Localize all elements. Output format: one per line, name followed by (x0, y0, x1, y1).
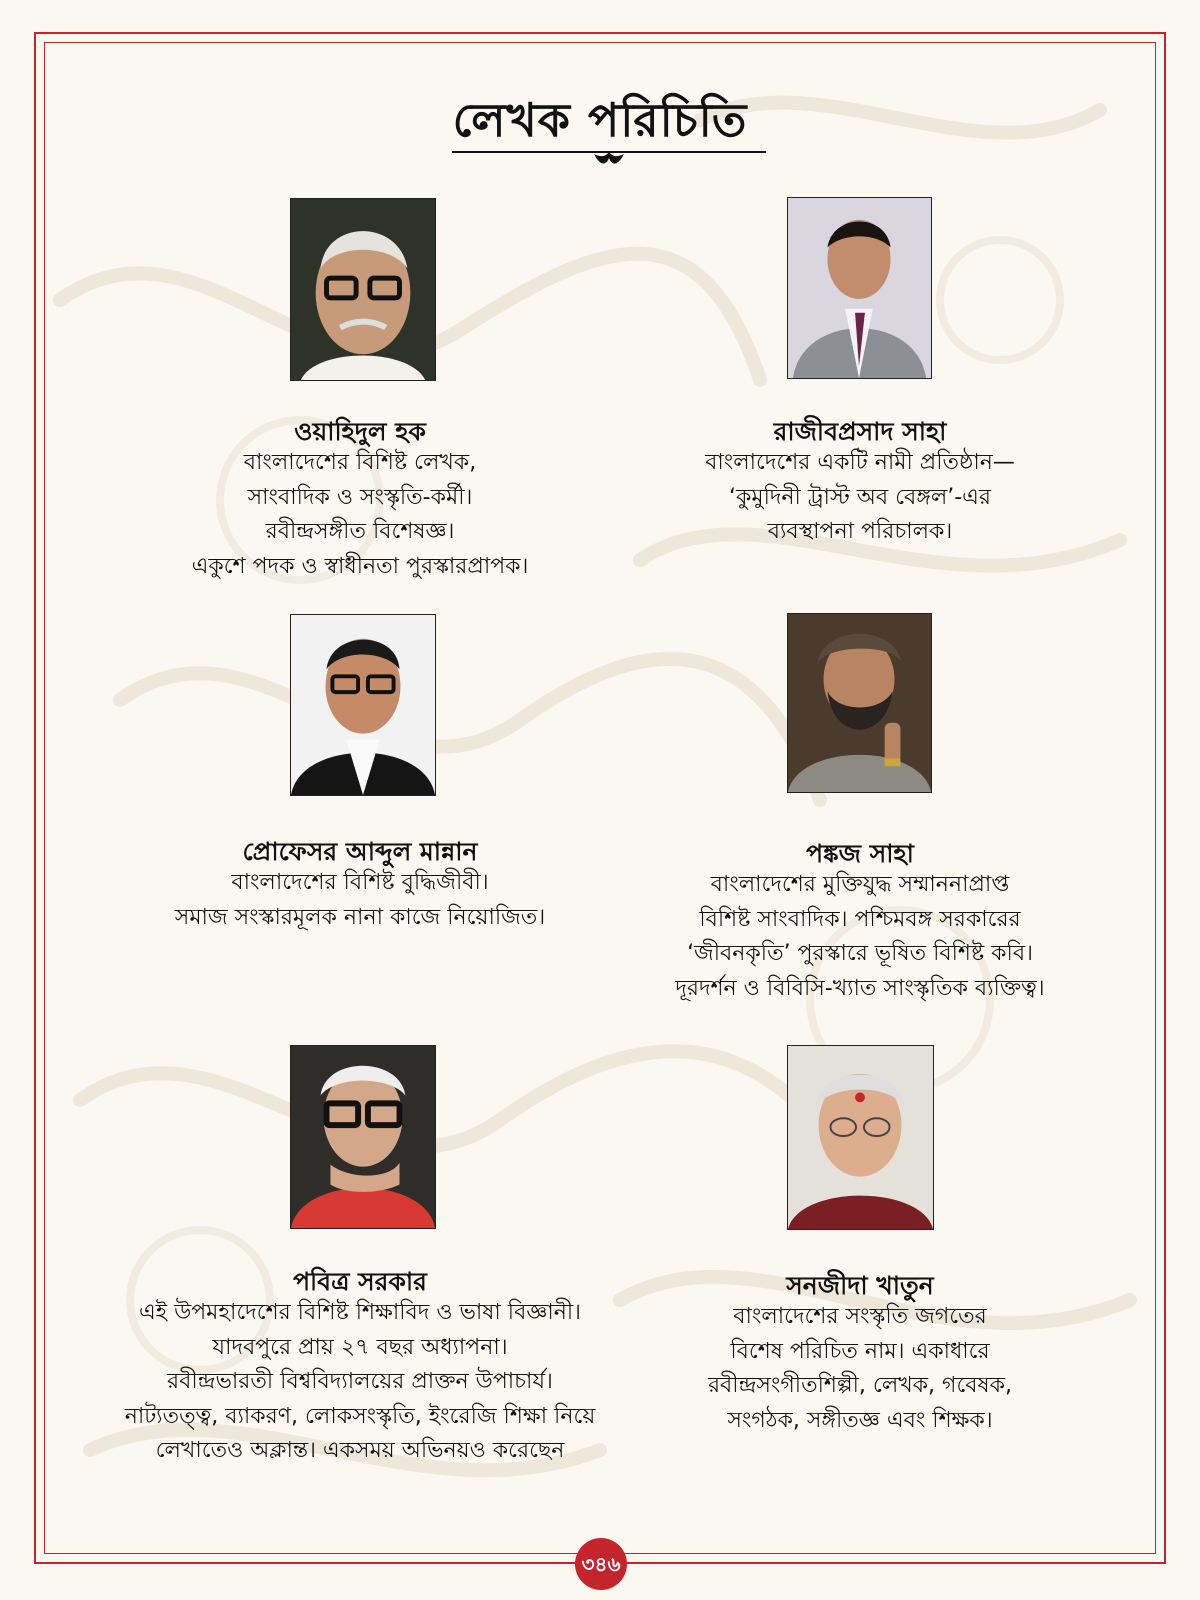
author-desc-4-line: বাংলাদেশের মুক্তিযুদ্ধ সম্মাননাপ্রাপ্ত (710, 872, 1010, 897)
author-desc-4 (600, 868, 1120, 1006)
author-desc-6-line: বাংলাদেশের সংস্কৃতি জগতের (733, 1304, 987, 1329)
author-desc-5-line: এই উপমহাদেশের বিশিষ্ট শিক্ষাবিদ ও ভাষা বিজ্ঞানী। (138, 1300, 582, 1325)
author-desc-6-line: বিশেষ পরিচিত নাম। একাধারে (730, 1338, 990, 1364)
author-name-3: প্রোফেসর আব্দুল মান্নান (242, 837, 478, 866)
author-name-1: ওয়াহিদুল হক (294, 417, 426, 446)
author-desc-5 (60, 1296, 660, 1469)
author-desc-2 (610, 446, 1110, 550)
author-desc-5-line: নাট্যতত্ত্ব, ব্যাকরণ, লোকসংস্কৃতি, ইংরেজি শিক্ষা নিয়ে (124, 1403, 596, 1429)
author-desc-4-line: ‘জীবনকৃতি’ পুরস্কারে ভূষিত বিশিষ্ট কবি। (687, 941, 1033, 966)
author-photo-1 (290, 198, 436, 381)
author-name-2: রাজীবপ্রসাদ সাহা (773, 417, 947, 446)
author-desc-1-line: একুশে পদক ও স্বাধীনতা পুরস্কারপ্রাপক। (191, 553, 529, 579)
author-desc-5-line: লেখাতেও অক্লান্ত। একসময় অভিনয়ও করেছেন (155, 1438, 565, 1463)
author-desc-6-line: রবীন্দ্রসংগীতশিল্পী, লেখক, গবেষক, (707, 1373, 1013, 1398)
author-name-6: সনজীদা খাতুন (786, 1271, 934, 1300)
author-desc-5-line: রবীন্দ্রভারতী বিশ্ববিদ্যালয়ের প্রাক্তন উপাচার্য। (167, 1369, 553, 1394)
author-desc-1-line: বাংলাদেশের বিশিষ্ট লেখক, (243, 450, 477, 475)
author-desc-1-line: রবীন্দ্রসঙ্গীত বিশেষজ্ঞ। (265, 519, 455, 544)
title-underline-ornament (450, 146, 768, 170)
author-photo-5 (290, 1045, 436, 1229)
author-desc-1-line: সাংবাদিক ও সংস্কৃতি-কর্মী। (247, 484, 473, 510)
author-desc-4-line: দূরদর্শন ও বিবিসি-খ্যাত সাংস্কৃতিক ব্যক্তিত্ব। (675, 975, 1045, 1001)
author-desc-5-line: যাদবপুরে প্রায় ২৭ বছর অধ্যাপনা। (212, 1334, 508, 1360)
author-desc-2-line: ব্যবস্থাপনা পরিচালক। (767, 519, 953, 544)
author-desc-2-line: বাংলাদেশের একটি নামী প্রতিষ্ঠান— (705, 450, 1015, 475)
author-photo-6 (787, 1045, 934, 1230)
author-desc-6 (610, 1300, 1110, 1438)
author-photo-4 (787, 613, 932, 793)
author-name-4: পঙ্কজ সাহা (806, 839, 914, 868)
author-desc-3-line: বাংলাদেশের বিশিষ্ট বুদ্ধিজীবী। (231, 870, 489, 895)
author-name-5: পবিত্র সরকার (293, 1267, 427, 1296)
author-photo-2 (787, 197, 932, 379)
author-photo-3 (290, 614, 436, 796)
author-desc-3-line: সমাজ সংস্কারমূলক নানা কাজে নিয়োজিত। (174, 904, 546, 930)
author-desc-2-line: ‘কুমুদিনী ট্রাস্ট অব বেঙ্গল’-এর (728, 484, 992, 510)
author-desc-1 (110, 446, 610, 584)
page-title: লেখক পরিচিতি (452, 93, 748, 147)
page-number-badge: ৩৪৬ (575, 1538, 627, 1590)
author-desc-3 (110, 866, 610, 935)
author-desc-6-line: সংগঠক, সঙ্গীতজ্ঞ এবং শিক্ষক। (727, 1407, 993, 1433)
author-desc-4-line: বিশিষ্ট সাংবাদিক। পশ্চিমবঙ্গ সরকারের (699, 906, 1021, 932)
